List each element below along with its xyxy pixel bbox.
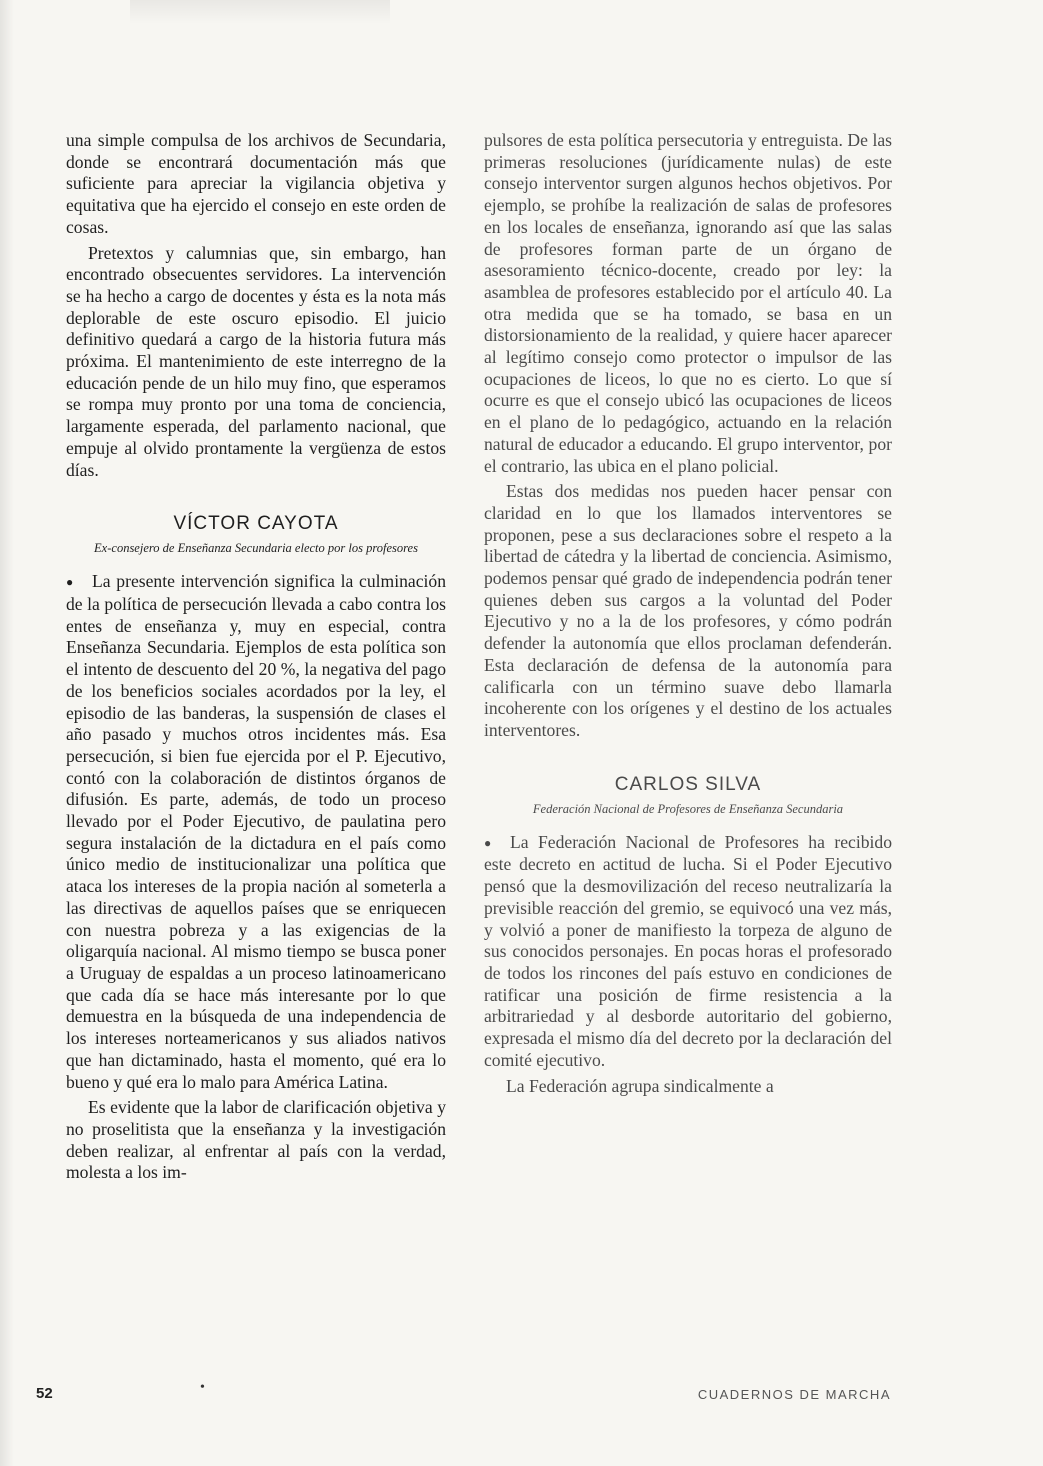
left-column [66,130,446,1184]
scan-edge-shadow [0,0,14,1466]
paragraph-text: La presente intervención significa la culminación de la política de persecución llevada a cabo contra los entes de enseñanza y, muy en especial, contra Enseñanza Secundaria. Ejemplos de esta política son el intento de descuento del 20 %, la negativa del pago de los beneficios sociales acordados por la ley, el episodio de las banderas, la suspensión de clases el año pasado y muchos otros incidentes más. Esa persecución, si bien fue ejercida por el P. Ejecutivo, contó con la colaboración de distintos órganos de difusión. Es parte, además, de todo un proceso llevado por el Poder Ejecutivo, de paulatina pero segura instalación de la dictadura en el país como único medio de institucionalizar una política que ataca los intereses de la propia nación al someterla a las directivas de aquellos países que se enriquecen con nuestra pobreza y a las exigencias de la oligarquía nacional. Al mismo tiempo se busca poner a Uruguay de espaldas a un proceso latinoamericano que cada día se hace más interesante por lo que demuestra en la búsqueda de una independencia de los intereses norteamericanos y sus aliados nativos que han dictaminado, hasta el momento, qué era lo bueno y qué era lo malo para América Latina. [66,571,446,1092]
paragraph [484,832,892,1072]
author-name: VÍCTOR CAYOTA [173,513,339,535]
paragraph: una simple compulsa de los archivos de Secundaria, donde se encontrará documentación más que suficiente para apreciar la vigilancia objetiva y equitativa que ha ejercido el consejo en este orden de cosas. [66,130,446,237]
paragraph [66,571,446,1093]
bullet-icon: ● [66,575,74,590]
paragraph: Estas dos medidas nos pueden hacer pensar con claridad en lo que los llamados interventores se proponen, pese a sus declaraciones sobre el respeto a la libertad de cátedra y la libertad de conciencia. Asimismo, podemos pensar qué grado de independencia podrán tener quienes deben sus cargos a la voluntad del Poder Ejecutivo y no a la de los profesores, y cómo podrán defender la autonomía que ellos proclaman defenderán. Esta declaración de defensa de la autonomía para calificarla con un término suave debo llamarla incoherente con los orígenes y el destino de los actuales interventores. [484,481,892,740]
author-affiliation: Federación Nacional de Profesores de Enseñanza Secundaria [532,801,844,816]
right-column [484,130,892,1097]
author-affiliation: Ex-consejero de Enseñanza Secundaria electo por los profesores [94,541,418,556]
paragraph-text: La Federación Nacional de Profesores ha recibido este decreto en actitud de lucha. Si el Poder Ejecutivo pensó que la desmovilización del receso neutralizaría la previsible reacción del gremio, se equivocó una vez más, y volvió a poner de manifiesto la torpeza de alguno de sus conocidos personajes. En pocas horas el profesorado de todos los rincones del país estuvo en condiciones de ratificar una posición de firme resistencia a la arbitrariedad y al desborde autoritario del gobierno, expresada el mismo día del decreto por la declaración del comité ejecutivo. [484,831,892,1070]
publication-title: CUADERNOS DE MARCHA [697,1387,891,1402]
paragraph: Es evidente que la labor de clarificación objetiva y no proselitista que la enseñanza y la investigación deben realizar, al enfrentar al país con la verdad, molesta a los im- [66,1097,446,1183]
paragraph: pulsores de esta política persecutoria y entreguista. De las primeras resoluciones (jurídicamente nulas) de este consejo interventor surgen algunos hechos objetivos. Por ejemplo, se prohíbe la realización de salas de profesores en los locales de enseñanza, ignorando así que las salas de profesores forman parte de un órgano de asesoramiento técnico-docente, creado por ley: la asamblea de profesores establecido por el artículo 40. La otra medida que se ha tomado, se basa en un distorsionamiento de la realidad, y quiere hacer aparecer al legítimo consejo como protector o impulsor de las ocupaciones de liceos, lo que no es cierto. Lo que sí ocurre es que el consejo ubicó las ocupaciones de liceos en el plano de lo pedagógico, actuando en la relación natural de educador a educando. El grupo interventor, por el contrario, las ubica en el plano policial. [484,130,892,476]
author-name: CARLOS SILVA [614,773,762,795]
scan-top-scuff [130,0,390,24]
paragraph: Pretextos y calumnias que, sin embargo, han encontrado obsecuentes servidores. La intervención se ha hecho a cargo de docentes y ésta es la nota más deplorable de este oscuro episodio. El juicio definitivo quedará a cargo de la historia futura más próxima. El mantenimiento de este interregno de la educación pende de un hilo muy fino, que esperamos se rompa muy pronto por una toma de conciencia, largamente esperada, del parlamento nacional, que empuje al olvido prontamente la vergüenza de estos días. [66,242,446,480]
footer-dot: • [200,1380,205,1395]
paragraph: La Federación agrupa sindicalmente a [506,1075,774,1096]
bullet-icon: ● [484,835,492,850]
page-number: 52 [36,1385,53,1402]
